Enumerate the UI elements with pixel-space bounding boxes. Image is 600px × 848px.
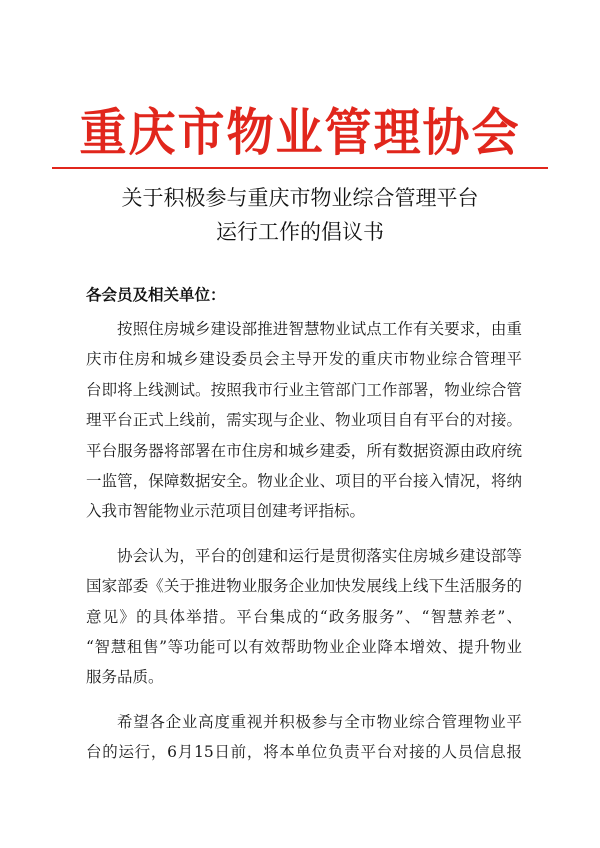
- paragraph: [86, 707, 522, 768]
- paragraph-line: 按照住房城乡建设部推进智慧物业试点工作有关要求，由重: [117, 320, 522, 338]
- paragraph: [86, 314, 522, 527]
- title-line-1: 关于积极参与重庆市物业综合管理平台: [121, 186, 479, 210]
- paragraph-line: 理平台正式上线前，需实现与企业、物业项目自有平台的对接。: [86, 411, 522, 430]
- paragraph-line: 国家部委《关于推进物业服务企业加快发展线上线下生活服务的: [86, 577, 522, 596]
- title-line-2: 运行工作的倡议书: [216, 220, 384, 244]
- paragraph-line: 庆市住房和城乡建设委员会主导开发的重庆市物业综合管理平: [86, 350, 522, 369]
- paragraph-line: 台即将上线测试。按照我市行业主管部门工作部署，物业综合管: [86, 380, 522, 399]
- paragraph-line: 协会认为，平台的创建和运行是贯彻落实住房城乡建设部等: [117, 546, 522, 565]
- paragraph-line: 入我市智能物业示范项目创建考评指标。: [86, 502, 366, 521]
- paragraph-line: “智慧租售”等功能可以有效帮助物业企业降本增效、提升物业: [86, 637, 522, 656]
- paragraph-line: 台的运行，6月15日前，将本单位负责平台对接的人员信息报: [86, 743, 522, 762]
- paragraph-line: 一监管，保障数据安全。物业企业、项目的平台接入情况，将纳: [86, 471, 522, 490]
- paragraph-line: 希望各企业高度重视并积极参与全市物业综合管理物业平: [117, 712, 522, 731]
- organization-letterhead: 重庆市物业管理协会: [79, 103, 521, 164]
- paragraph-line: 平台服务器将部署在市住房和城乡建委，所有数据资源由政府统: [86, 441, 522, 460]
- letterhead-rule: [52, 167, 548, 169]
- document-title: [0, 181, 600, 249]
- paragraph: [86, 541, 522, 693]
- paragraph-line: 服务品质。: [86, 668, 164, 687]
- salutation: 各会员及相关单位：: [86, 285, 226, 304]
- document-body: [86, 314, 522, 781]
- paragraph-line: 意见》的具体举措。平台集成的“政务服务”、“智慧养老”、: [86, 607, 522, 626]
